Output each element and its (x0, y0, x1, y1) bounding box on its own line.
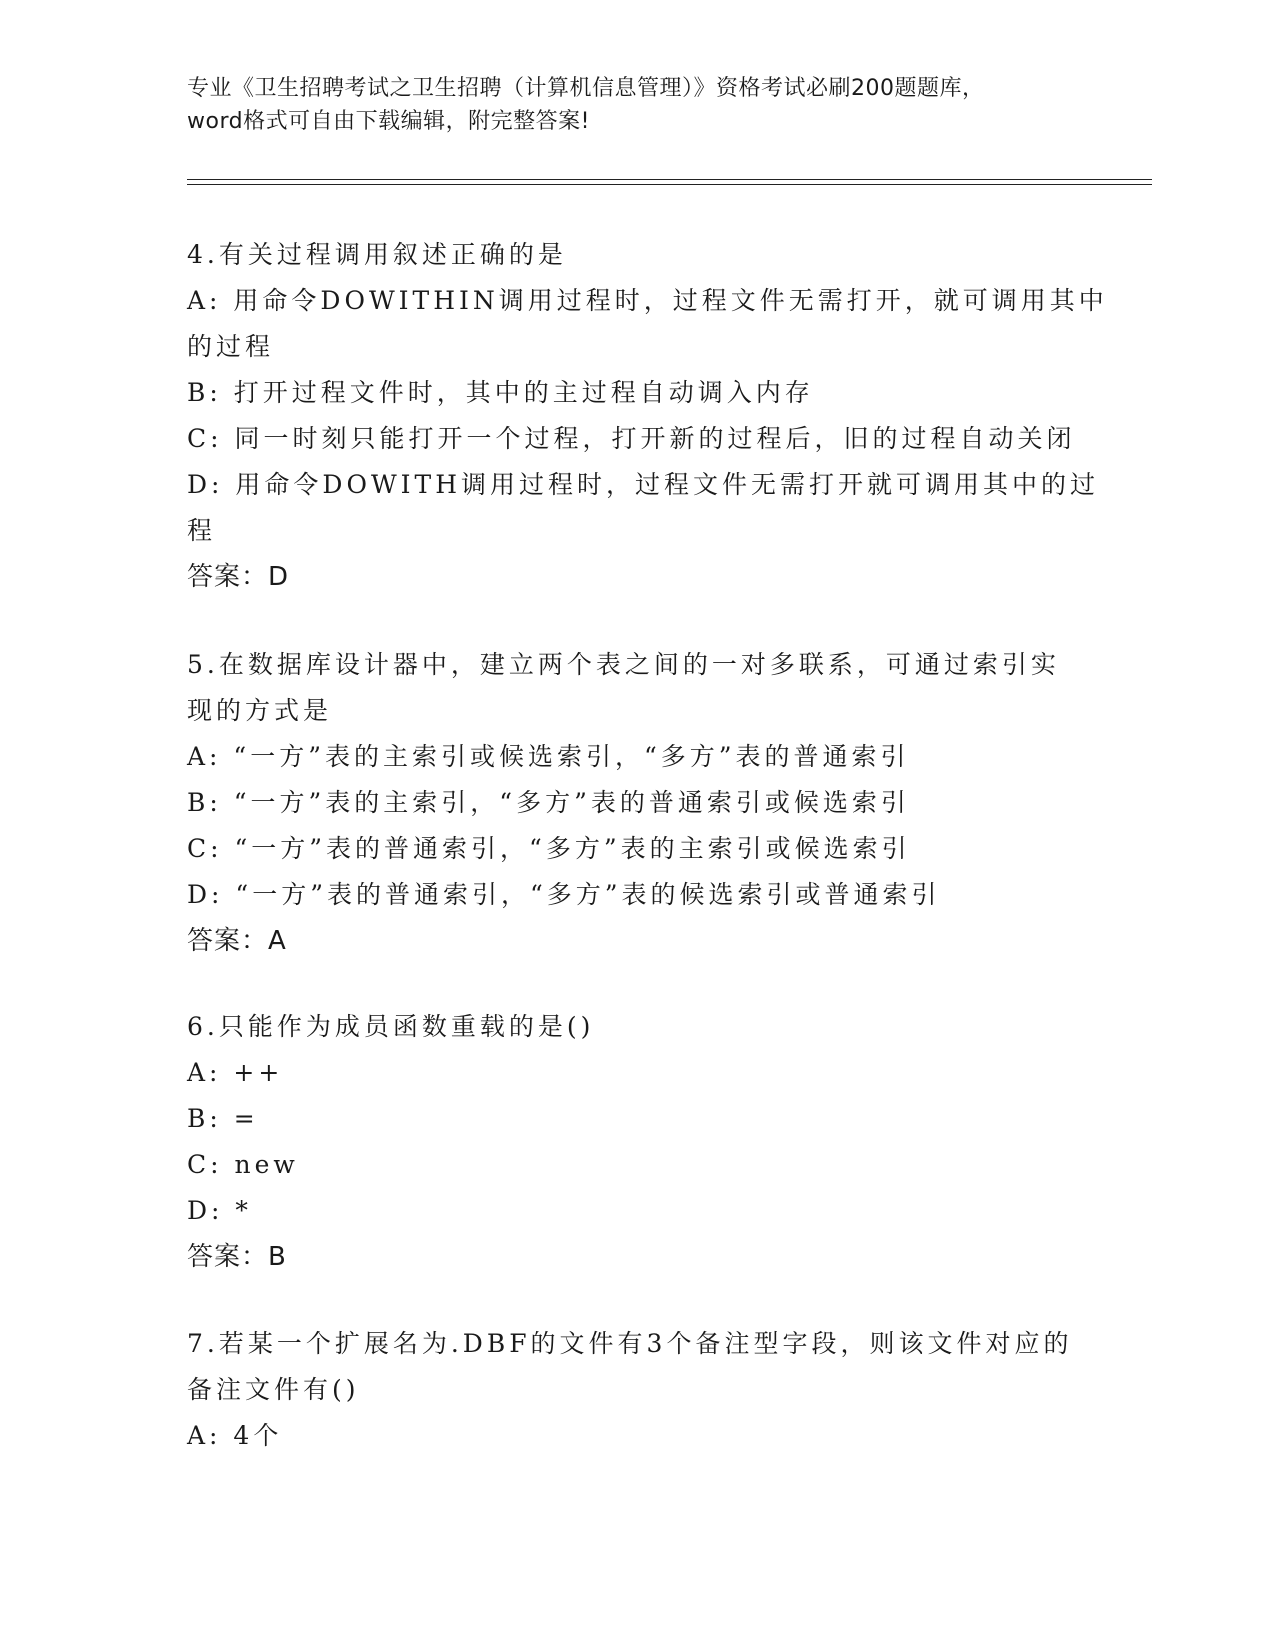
header-line-2: word格式可自由下载编辑，附完整答案! (187, 109, 590, 134)
question-4-option-d-cont: 程 (187, 516, 217, 545)
question-6-answer: 答案：B (187, 1242, 287, 1272)
question-5-option-b: B: “一方”表的主索引，“多方”表的普通索引或候选索引 (187, 788, 910, 817)
question-6-option-b: B: = (187, 1104, 259, 1133)
document-header (187, 72, 1087, 138)
question-5-option-a: A: “一方”表的主索引或候选索引，“多方”表的普通索引 (187, 742, 910, 771)
header-line-1: 专业《卫生招聘考试之卫生招聘（计算机信息管理）》资格考试必刷200题题库， (187, 76, 985, 101)
question-4-option-c: C: 同一时刻只能打开一个过程，打开新的过程后，旧的过程自动关闭 (187, 424, 1076, 453)
question-7-stem-cont: 备注文件有() (187, 1375, 360, 1404)
header-divider-top (187, 179, 1152, 180)
question-5 (187, 642, 1067, 964)
question-6-stem: 6.只能作为成员函数重载的是() (187, 1012, 595, 1041)
question-4-answer: 答案：D (187, 562, 290, 592)
question-6-option-c: C: new (187, 1150, 299, 1179)
question-5-option-d: D: “一方”表的普通索引，“多方”表的候选索引或普通索引 (187, 880, 941, 909)
question-7 (187, 1321, 1073, 1459)
header-divider-bottom (187, 184, 1152, 185)
question-5-option-c: C: “一方”表的普通索引，“多方”表的主索引或候选索引 (187, 834, 911, 863)
question-4 (187, 232, 1108, 600)
question-7-stem: 7.若某一个扩展名为.DBF的文件有3个备注型字段，则该文件对应的 (187, 1329, 1073, 1358)
question-5-stem-cont: 现的方式是 (187, 696, 333, 725)
question-5-stem: 5.在数据库设计器中，建立两个表之间的一对多联系，可通过索引实 (187, 650, 1060, 679)
question-5-answer: 答案：A (187, 926, 287, 956)
question-4-option-b: B: 打开过程文件时，其中的主过程自动调入内存 (187, 378, 814, 407)
question-4-option-a-cont: 的过程 (187, 332, 275, 361)
question-6 (187, 1004, 1067, 1280)
question-6-option-d: D: * (187, 1196, 252, 1225)
question-4-stem: 4.有关过程调用叙述正确的是 (187, 240, 567, 269)
question-7-option-a: A: 4个 (187, 1421, 283, 1450)
question-4-option-a: A: 用命令DOWITHIN调用过程时，过程文件无需打开，就可调用其中 (187, 286, 1108, 315)
question-6-option-a: A: ++ (187, 1058, 284, 1087)
question-4-option-d: D: 用命令DOWITH调用过程时，过程文件无需打开就可调用其中的过 (187, 470, 1100, 499)
